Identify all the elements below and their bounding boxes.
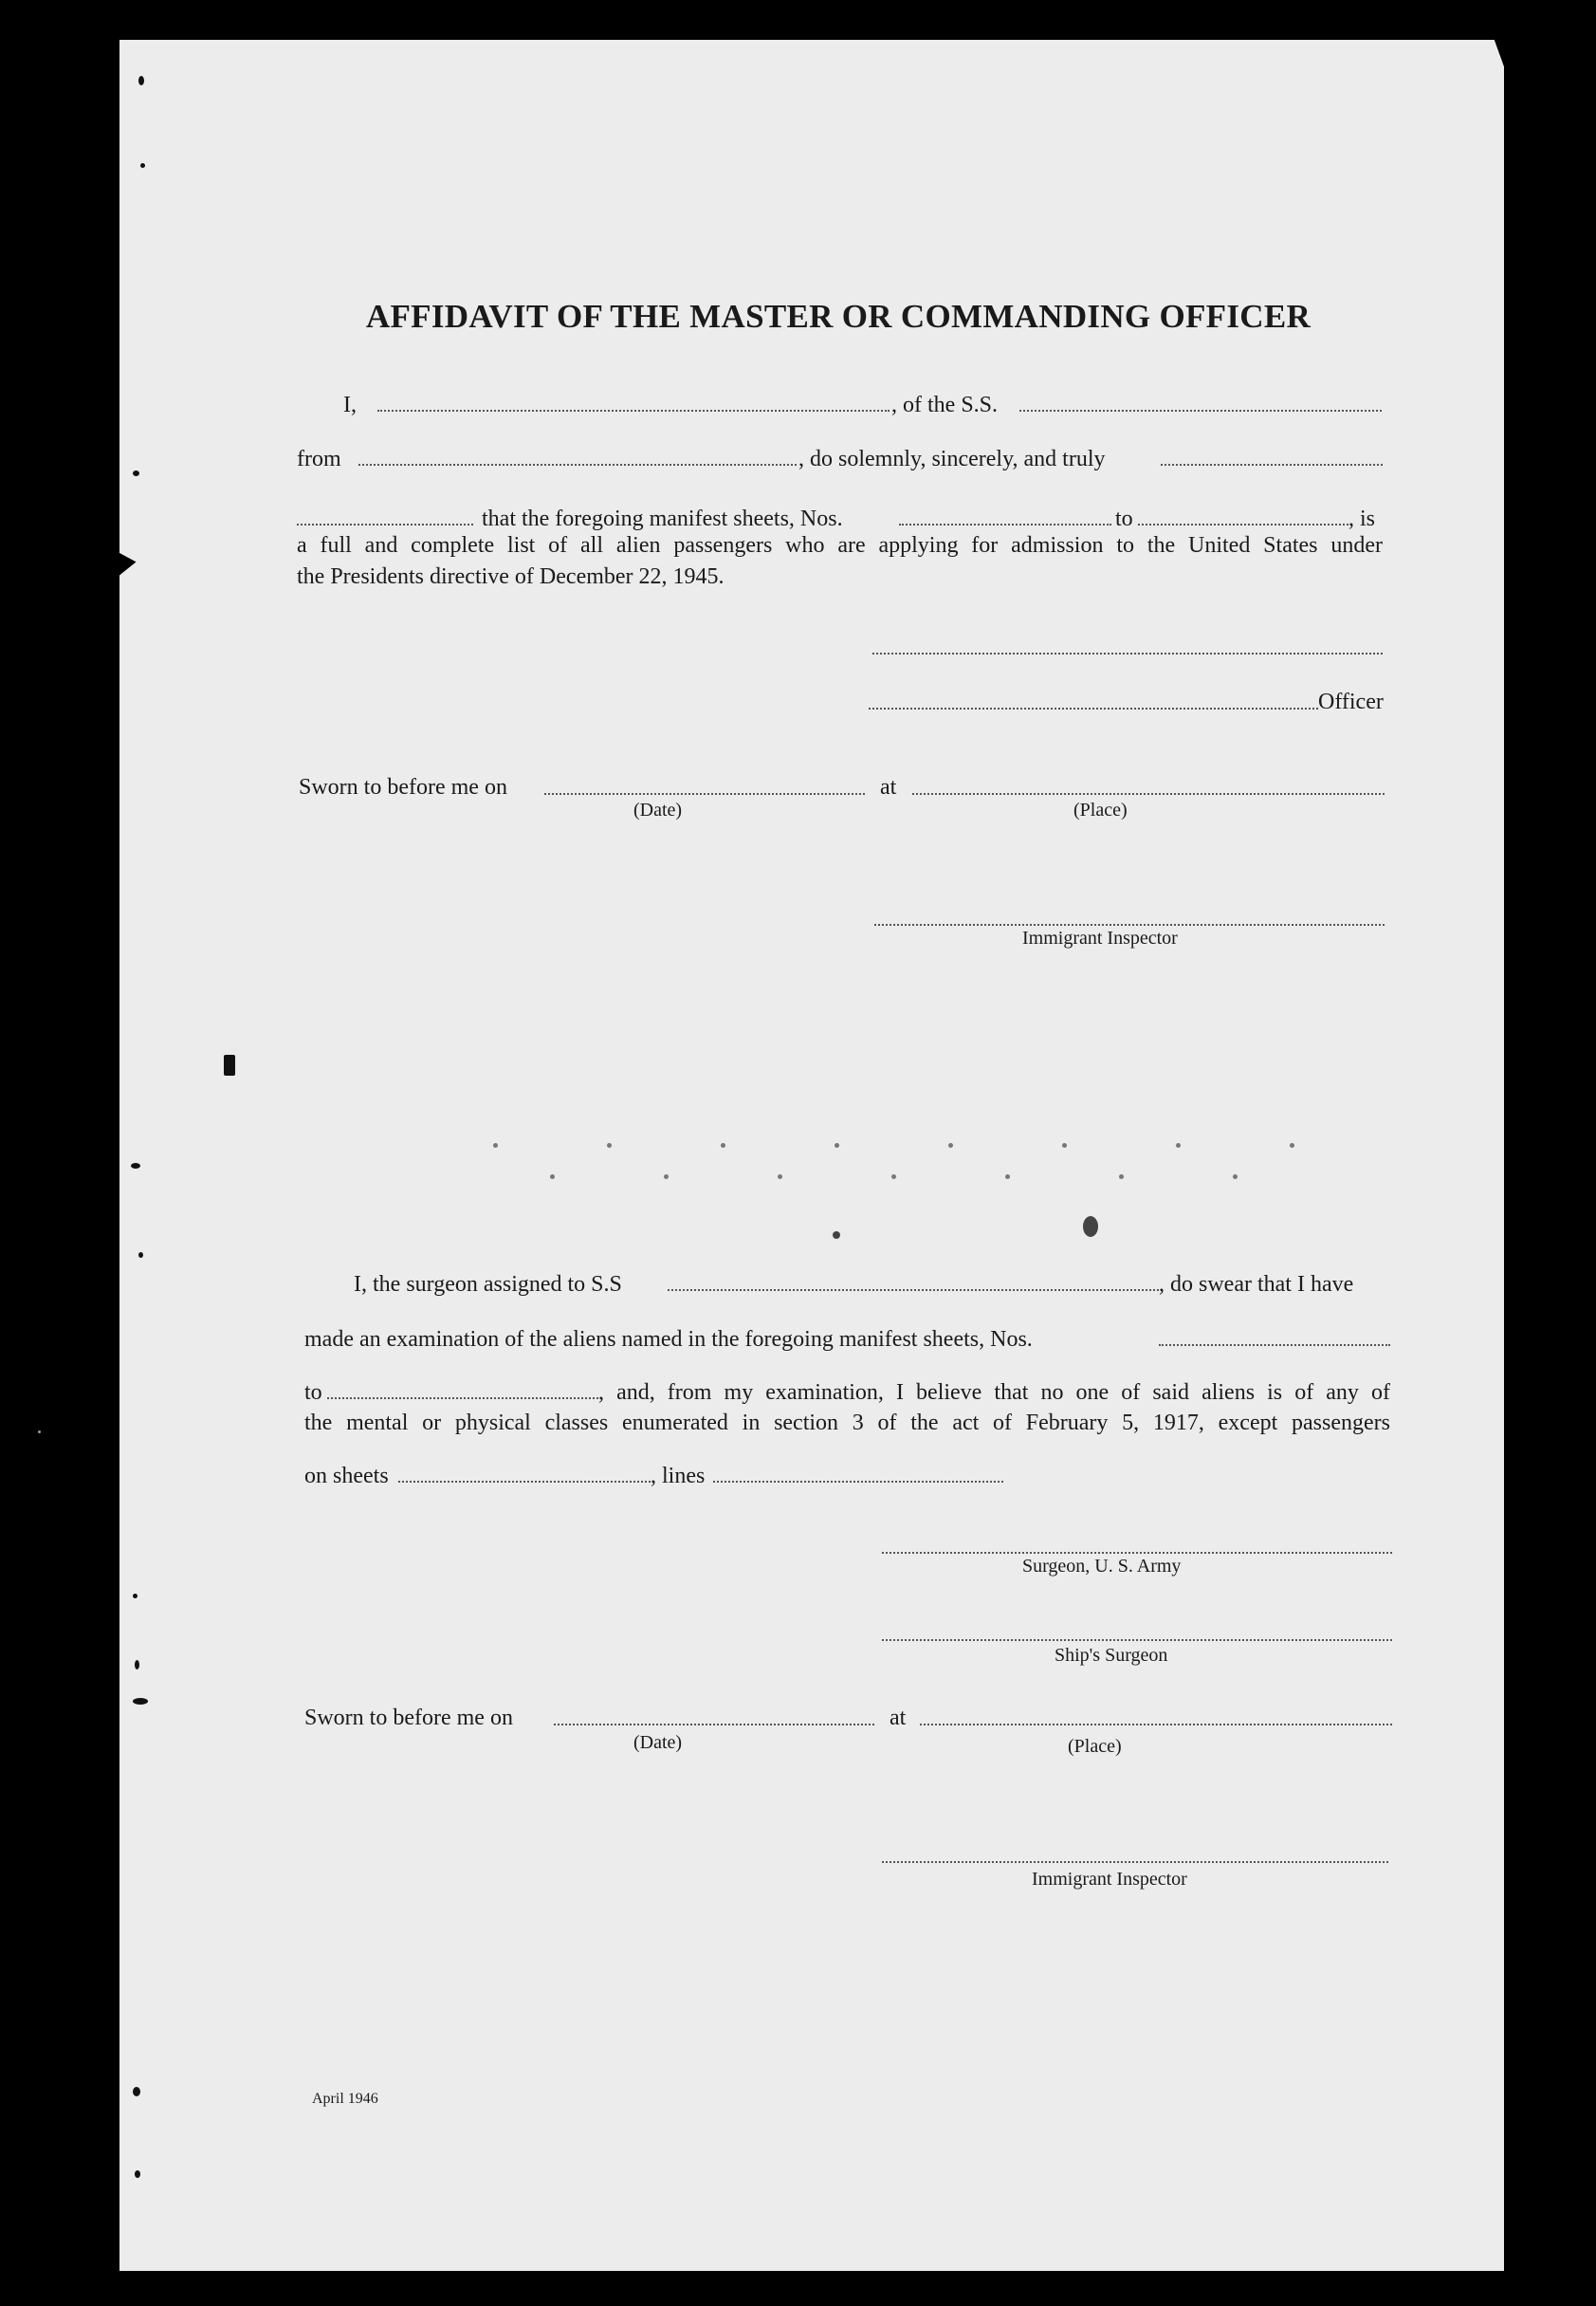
officer-signature-line-1[interactable]: [872, 653, 1383, 655]
officer-label: Officer: [1318, 690, 1384, 714]
surgeon-sheets-from-field[interactable]: [1159, 1344, 1390, 1346]
surgeon-date-caption: (Date): [633, 1732, 683, 1753]
surgeon-ship-field[interactable]: [668, 1289, 1159, 1291]
master-place-caption: (Place): [1073, 800, 1128, 821]
surgeon-place-caption: (Place): [1068, 1736, 1122, 1757]
master-oath-continuation-field[interactable]: [297, 524, 473, 526]
surgeon-swear-label: , do swear that I have: [1159, 1272, 1354, 1297]
surgeon-lines-label: , lines: [651, 1464, 706, 1488]
master-i-label: I,: [343, 393, 357, 417]
surgeon-sheets-label: on sheets: [304, 1464, 389, 1488]
master-statement-line-end: the Presidents directive of December 22, 1945.: [297, 564, 725, 589]
surgeon-sworn-place-field[interactable]: [920, 1724, 1392, 1725]
master-solemnly-label: , do solemnly, sincerely, and truly: [798, 447, 1106, 471]
master-sheets-from-field[interactable]: [899, 524, 1111, 526]
master-sheets-label: that the foregoing manifest sheets, Nos.: [482, 507, 843, 531]
master-from-field[interactable]: [358, 464, 797, 466]
master-is-label: , is: [1348, 507, 1376, 531]
master-oath-field[interactable]: [1161, 464, 1383, 466]
surgeon-sworn-date-field[interactable]: [554, 1724, 874, 1725]
surgeon-sheets-field[interactable]: [398, 1481, 651, 1483]
surgeon-inspector-caption: Immigrant Inspector: [1032, 1869, 1187, 1890]
master-from-label: from: [297, 447, 341, 471]
surgeon-to-label: to: [304, 1380, 322, 1405]
master-sworn-label: Sworn to before me on: [299, 775, 507, 800]
surgeon-sheets-to-field[interactable]: [327, 1397, 598, 1399]
document-title: AFFIDAVIT OF THE MASTER OR COMMANDING OFFICER: [365, 298, 1312, 335]
army-surgeon-signature-line[interactable]: [882, 1552, 1392, 1554]
surgeon-inspector-signature-line[interactable]: [882, 1861, 1388, 1863]
master-inspector-caption: Immigrant Inspector: [1022, 928, 1178, 949]
master-to-label: to: [1115, 507, 1133, 531]
form-date: April 1946: [312, 2091, 378, 2107]
master-sworn-place-field[interactable]: [912, 793, 1385, 795]
master-sheets-to-field[interactable]: [1138, 524, 1348, 526]
master-ship-field[interactable]: [1019, 410, 1382, 412]
master-sworn-date-field[interactable]: [544, 793, 865, 795]
master-date-caption: (Date): [633, 800, 683, 821]
master-name-field[interactable]: [377, 410, 890, 412]
surgeon-lines-field[interactable]: [713, 1481, 1003, 1483]
surgeon-examination-label: made an examination of the aliens named in the foregoing manifest sheets, Nos.: [304, 1327, 1033, 1352]
surgeon-sworn-label: Sworn to before me on: [304, 1706, 513, 1730]
ships-surgeon-caption: Ship's Surgeon: [1055, 1645, 1168, 1666]
officer-signature-line-2[interactable]: [869, 708, 1318, 710]
surgeon-at-label: at: [890, 1706, 907, 1730]
ships-surgeon-signature-line[interactable]: [882, 1639, 1392, 1641]
document-page: [119, 40, 1504, 2271]
master-inspector-signature-line[interactable]: [874, 924, 1385, 926]
surgeon-intro-label: I, the surgeon assigned to S.S: [354, 1272, 622, 1297]
master-statement-line: a full and complete list of all alien passengers who are applying for admission to the United States under: [297, 533, 1383, 558]
master-of-ss-label: , of the S.S.: [891, 393, 999, 417]
surgeon-classes-label: the mental or physical classes enumerated in section 3 of the act of February 5, 1917, except passengers: [304, 1411, 1390, 1435]
master-at-label: at: [880, 775, 897, 800]
army-surgeon-caption: Surgeon, U. S. Army: [1022, 1556, 1182, 1577]
surgeon-belief-label: , and, from my examination, I believe that no one of said aliens is of any of: [598, 1380, 1390, 1405]
